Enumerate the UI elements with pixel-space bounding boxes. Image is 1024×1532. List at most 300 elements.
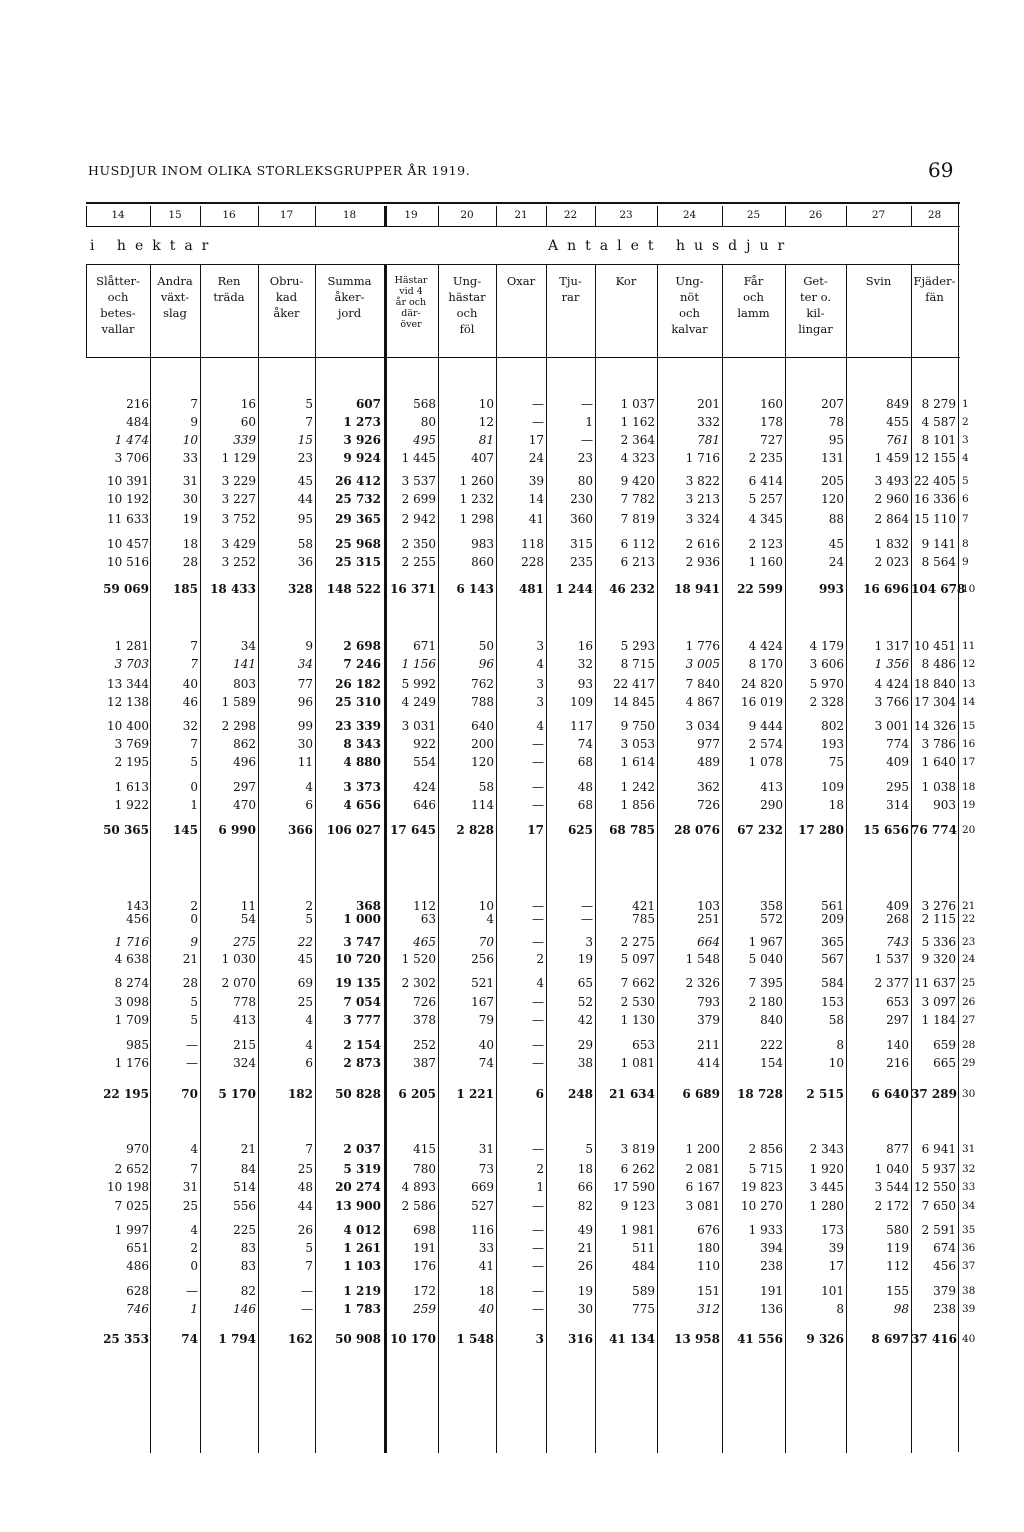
table-cell: 1 794 <box>218 1332 256 1346</box>
table-cell: 2 586 <box>401 1199 436 1213</box>
column-header: Ren träda <box>213 274 245 304</box>
column-number: 14 <box>111 209 125 221</box>
table-cell: 70 <box>478 935 494 949</box>
table-cell: 2 275 <box>620 935 655 949</box>
table-cell: 3 324 <box>685 512 720 526</box>
table-cell: 8 101 <box>921 433 956 447</box>
table-cell: 521 <box>471 976 494 990</box>
table-cell: 1 520 <box>401 952 436 966</box>
table-cell: 93 <box>577 677 593 691</box>
table-cell: 22 405 <box>914 474 956 488</box>
table-cell: 40 <box>478 1302 494 1316</box>
table-cell: 24 <box>828 555 844 569</box>
table-cell: 2 235 <box>748 451 783 465</box>
table-cell: — <box>532 899 544 913</box>
column-number: 19 <box>404 209 418 221</box>
table-cell: 13 958 <box>674 1332 720 1346</box>
table-cell: 4 323 <box>620 451 655 465</box>
row-number: 30 <box>962 1088 976 1100</box>
table-cell: 413 <box>760 780 783 794</box>
table-cell: 211 <box>697 1038 720 1052</box>
table-cell: 1 200 <box>685 1142 720 1156</box>
table-cell: 5 170 <box>218 1087 256 1101</box>
table-cell: 96 <box>478 657 494 671</box>
table-cell: 2 <box>190 899 198 913</box>
table-cell: 268 <box>886 912 909 926</box>
table-cell: 28 076 <box>674 823 720 837</box>
table-cell: 1 130 <box>620 1013 655 1027</box>
table-cell: 66 <box>577 1180 593 1194</box>
column-rule <box>785 358 786 1453</box>
table-cell: 1 922 <box>114 798 149 812</box>
table-cell: 414 <box>697 1056 720 1070</box>
table-cell: 1 176 <box>114 1056 149 1070</box>
table-cell: 2 574 <box>748 737 783 751</box>
column-rule <box>496 358 497 1453</box>
table-cell: 60 <box>240 415 256 429</box>
row-number: 13 <box>962 678 976 690</box>
table-cell: 3 822 <box>685 474 720 488</box>
table-cell: 7 782 <box>620 492 655 506</box>
table-cell: 82 <box>240 1284 256 1298</box>
table-cell: 572 <box>760 912 783 926</box>
column-header-row <box>86 265 960 358</box>
table-cell: — <box>532 1223 544 1237</box>
table-cell: 1 298 <box>459 512 494 526</box>
table-cell: 1 920 <box>809 1162 844 1176</box>
table-cell: 34 <box>297 657 313 671</box>
table-cell: 3 001 <box>874 719 909 733</box>
table-cell: 659 <box>933 1038 956 1052</box>
column-header: Fjäder- fän <box>913 274 956 304</box>
table-cell: 103 <box>697 899 720 913</box>
table-cell: 33 <box>182 451 198 465</box>
table-cell: 379 <box>933 1284 956 1298</box>
table-cell: 567 <box>821 952 844 966</box>
table-cell: 7 <box>305 1259 313 1273</box>
table-cell: 13 344 <box>107 677 149 691</box>
column-rule <box>438 358 439 1453</box>
table-cell: 1 081 <box>620 1056 655 1070</box>
table-cell: 21 <box>240 1142 256 1156</box>
group-label-animals: Antalet husdjur <box>548 238 794 254</box>
row-number: 17 <box>962 756 976 768</box>
table-cell: 15 110 <box>914 512 956 526</box>
table-cell: 1 129 <box>221 451 256 465</box>
table-cell: 3 493 <box>874 474 909 488</box>
table-cell: 256 <box>471 952 494 966</box>
column-header: Ung- hästar och föl <box>448 274 486 336</box>
table-cell: 2 298 <box>221 719 256 733</box>
table-cell: 31 <box>182 1180 198 1194</box>
table-cell: 140 <box>886 1038 909 1052</box>
table-cell: 2 081 <box>685 1162 720 1176</box>
table-top-rule <box>86 202 960 204</box>
table-cell: 1 716 <box>114 935 149 949</box>
column-rule <box>595 358 596 1453</box>
table-cell: 3 213 <box>685 492 720 506</box>
table-cell: 7 <box>305 415 313 429</box>
table-cell: 50 <box>478 639 494 653</box>
table-cell: 44 <box>297 492 313 506</box>
page-number: 69 <box>928 158 954 182</box>
table-cell: 19 823 <box>741 1180 783 1194</box>
table-cell: 8 486 <box>921 657 956 671</box>
table-cell: 73 <box>478 1162 494 1176</box>
table-cell: 664 <box>697 935 720 949</box>
table-cell: 1 997 <box>114 1223 149 1237</box>
table-cell: 2 037 <box>343 1142 381 1156</box>
table-cell: 640 <box>471 719 494 733</box>
table-cell: 14 326 <box>914 719 956 733</box>
column-rule <box>384 358 387 1453</box>
table-cell: — <box>532 755 544 769</box>
table-cell: — <box>532 1038 544 1052</box>
table-cell: 58 <box>478 780 494 794</box>
table-cell: 671 <box>413 639 436 653</box>
table-cell: 238 <box>760 1259 783 1273</box>
table-cell: 514 <box>233 1180 256 1194</box>
table-cell: 68 <box>577 798 593 812</box>
table-cell: 328 <box>287 582 313 596</box>
table-cell: 22 195 <box>103 1087 149 1101</box>
table-cell: 39 <box>528 474 544 488</box>
row-number: 23 <box>962 936 976 948</box>
table-cell: 9 326 <box>806 1332 844 1346</box>
table-cell: 3 098 <box>114 995 149 1009</box>
table-cell: 7 <box>190 639 198 653</box>
row-number: 33 <box>962 1181 976 1193</box>
table-cell: 109 <box>570 695 593 709</box>
table-cell: 49 <box>577 1223 593 1237</box>
table-cell: 2 123 <box>748 537 783 551</box>
table-cell: 2 942 <box>401 512 436 526</box>
table-cell: 3 031 <box>401 719 436 733</box>
table-cell: 40 <box>182 677 198 691</box>
table-cell: 7 <box>305 1142 313 1156</box>
table-cell: 484 <box>126 415 149 429</box>
column-number: 23 <box>619 209 633 221</box>
table-cell: 21 634 <box>609 1087 655 1101</box>
table-cell: 4 893 <box>401 1180 436 1194</box>
table-cell: — <box>532 737 544 751</box>
table-cell: 83 <box>240 1241 256 1255</box>
table-cell: 5 336 <box>921 935 956 949</box>
table-cell: 774 <box>886 737 909 751</box>
table-cell: 6 213 <box>620 555 655 569</box>
table-cell: 511 <box>632 1241 655 1255</box>
table-cell: 21 <box>182 952 198 966</box>
table-cell: 120 <box>471 755 494 769</box>
table-cell: 315 <box>570 537 593 551</box>
table-cell: 207 <box>821 397 844 411</box>
table-cell: 726 <box>413 995 436 1009</box>
table-cell: 1 856 <box>620 798 655 812</box>
table-cell: 3 <box>535 1332 544 1346</box>
table-cell: 465 <box>413 935 436 949</box>
table-cell: 2 616 <box>685 537 720 551</box>
table-cell: 2 960 <box>874 492 909 506</box>
table-cell: 10 <box>182 433 198 447</box>
table-cell: 1 832 <box>874 537 909 551</box>
row-number: 5 <box>962 475 969 487</box>
table-cell: 26 <box>577 1259 593 1273</box>
table-cell: 31 <box>182 474 198 488</box>
table-cell: 674 <box>933 1241 956 1255</box>
table-cell: 98 <box>893 1302 909 1316</box>
table-cell: 34 <box>240 639 256 653</box>
table-cell: 556 <box>233 1199 256 1213</box>
table-cell: 316 <box>567 1332 593 1346</box>
column-header: Summa åker- jord <box>327 274 372 320</box>
table-cell: 339 <box>233 433 256 447</box>
table-cell: 1 <box>536 1180 544 1194</box>
table-cell: 4 <box>536 719 544 733</box>
table-cell: 3 819 <box>620 1142 655 1156</box>
table-cell: 802 <box>821 719 844 733</box>
table-cell: 409 <box>886 755 909 769</box>
table-cell: 6 640 <box>871 1087 909 1101</box>
table-cell: 2 <box>536 1162 544 1176</box>
table-cell: 48 <box>577 780 593 794</box>
table-cell: 18 840 <box>914 677 956 691</box>
table-cell: 1 038 <box>921 780 956 794</box>
table-cell: 746 <box>126 1302 149 1316</box>
table-cell: 215 <box>233 1038 256 1052</box>
table-cell: 781 <box>697 433 720 447</box>
table-cell: 780 <box>413 1162 436 1176</box>
column-number-row <box>86 206 960 227</box>
table-cell: 424 <box>413 780 436 794</box>
column-number: 27 <box>871 209 886 221</box>
table-cell: 726 <box>697 798 720 812</box>
table-cell: 143 <box>126 899 149 913</box>
row-number: 24 <box>962 953 976 965</box>
table-cell: 50 908 <box>335 1332 381 1346</box>
table-cell: 106 027 <box>326 823 381 837</box>
table-cell: — <box>581 433 593 447</box>
table-cell: 15 <box>297 433 313 447</box>
table-cell: 5 937 <box>921 1162 956 1176</box>
table-cell: 625 <box>567 823 593 837</box>
table-cell: 80 <box>420 415 436 429</box>
column-rule <box>657 358 658 1453</box>
table-cell: 0 <box>190 912 198 926</box>
table-cell: 68 785 <box>609 823 655 837</box>
table-cell: 12 138 <box>107 695 149 709</box>
row-number: 40 <box>962 1333 976 1345</box>
table-cell: 19 <box>577 952 593 966</box>
table-cell: 3 786 <box>921 737 956 751</box>
table-cell: 1 614 <box>620 755 655 769</box>
table-cell: 413 <box>233 1013 256 1027</box>
table-cell: 607 <box>355 397 381 411</box>
table-cell: 67 232 <box>737 823 783 837</box>
table-cell: 778 <box>233 995 256 1009</box>
table-cell: 95 <box>297 512 313 526</box>
row-number: 25 <box>962 977 976 989</box>
table-cell: 110 <box>697 1259 720 1273</box>
table-cell: 95 <box>828 433 844 447</box>
table-cell: 7 025 <box>114 1199 149 1213</box>
table-cell: 7 <box>190 737 198 751</box>
table-cell: 312 <box>697 1302 720 1316</box>
row-number: 21 <box>962 900 976 912</box>
table-cell: 1 078 <box>748 755 783 769</box>
table-cell: 4 012 <box>343 1223 381 1237</box>
table-cell: 76 774 <box>911 823 957 837</box>
table-cell: 148 522 <box>326 582 381 596</box>
table-cell: 4 <box>305 1013 313 1027</box>
table-cell: 10 270 <box>741 1199 783 1213</box>
table-cell: 8 170 <box>748 657 783 671</box>
table-cell: 6 <box>305 798 313 812</box>
column-header: Andra växt- slag <box>157 274 193 320</box>
table-cell: 33 <box>478 1241 494 1255</box>
table-cell: 970 <box>126 1142 149 1156</box>
table-cell: 18 728 <box>737 1087 783 1101</box>
row-number: 18 <box>962 781 976 793</box>
table-cell: 554 <box>413 755 436 769</box>
table-cell: 1 474 <box>114 433 149 447</box>
table-cell: 46 <box>182 695 198 709</box>
table-cell: 112 <box>413 899 436 913</box>
table-cell: 117 <box>570 719 593 733</box>
column-header: Get- ter o. kil- lingar <box>798 274 833 336</box>
table-cell: 84 <box>240 1162 256 1176</box>
table-cell: 456 <box>933 1259 956 1273</box>
table-cell: 18 <box>828 798 844 812</box>
row-number: 16 <box>962 738 976 750</box>
table-cell: 4 <box>190 1142 198 1156</box>
table-cell: 16 371 <box>390 582 436 596</box>
table-cell: 360 <box>570 512 593 526</box>
table-cell: 4 638 <box>114 952 149 966</box>
table-cell: 10 170 <box>390 1332 436 1346</box>
table-cell: 65 <box>577 976 593 990</box>
table-cell: 1 280 <box>809 1199 844 1213</box>
table-cell: 59 069 <box>103 582 149 596</box>
table-cell: 74 <box>181 1332 198 1346</box>
table-cell: 248 <box>567 1087 593 1101</box>
column-number: 15 <box>168 209 182 221</box>
table-right-rule <box>958 202 959 1452</box>
table-cell: 676 <box>697 1223 720 1237</box>
table-cell: — <box>532 780 544 794</box>
table-cell: 3 752 <box>221 512 256 526</box>
table-cell: 409 <box>886 899 909 913</box>
table-cell: 23 339 <box>335 719 381 733</box>
table-cell: 7 246 <box>343 657 381 671</box>
table-cell: 368 <box>355 899 381 913</box>
row-number: 7 <box>962 513 969 525</box>
table-cell: 38 <box>577 1056 593 1070</box>
table-cell: 25 <box>182 1199 198 1213</box>
table-cell: 1 <box>190 798 198 812</box>
table-cell: 4 345 <box>748 512 783 526</box>
table-cell: 70 <box>181 1087 198 1101</box>
table-cell: 3 606 <box>809 657 844 671</box>
row-number: 6 <box>962 493 969 505</box>
table-cell: 2 328 <box>809 695 844 709</box>
table-cell: 145 <box>172 823 198 837</box>
table-cell: 9 141 <box>921 537 956 551</box>
row-number: 39 <box>962 1303 976 1315</box>
table-cell: 4 424 <box>748 639 783 653</box>
table-cell: 6 262 <box>620 1162 655 1176</box>
table-cell: 22 <box>297 935 313 949</box>
table-cell: 136 <box>760 1302 783 1316</box>
table-cell: 1 967 <box>748 935 783 949</box>
table-cell: 4 <box>305 1038 313 1052</box>
table-cell: — <box>532 397 544 411</box>
table-cell: 358 <box>760 899 783 913</box>
table-cell: 1 589 <box>221 695 256 709</box>
table-cell: 118 <box>521 537 544 551</box>
table-cell: 362 <box>697 780 720 794</box>
table-cell: 45 <box>828 537 844 551</box>
table-cell: 19 135 <box>335 976 381 990</box>
table-cell: — <box>186 1056 198 1070</box>
column-header: Kor <box>615 274 637 288</box>
table-cell: 455 <box>886 415 909 429</box>
table-cell: 4 179 <box>809 639 844 653</box>
table-cell: 1 030 <box>221 952 256 966</box>
table-cell: 3 034 <box>685 719 720 733</box>
table-cell: 295 <box>886 780 909 794</box>
table-cell: 222 <box>760 1038 783 1052</box>
table-cell: 1 613 <box>114 780 149 794</box>
table-cell: 8 715 <box>620 657 655 671</box>
table-cell: 151 <box>697 1284 720 1298</box>
table-cell: 8 564 <box>921 555 956 569</box>
column-header: Obru- kad åker <box>269 274 304 320</box>
table-cell: 16 <box>577 639 593 653</box>
table-cell: 1 260 <box>459 474 494 488</box>
page-title: HUSDJUR INOM OLIKA STORLEKSGRUPPER ÅR 1919. <box>88 163 471 178</box>
column-number: 16 <box>222 209 236 221</box>
table-cell: 69 <box>297 976 313 990</box>
table-cell: 4 <box>486 912 494 926</box>
row-number: 28 <box>962 1039 976 1051</box>
table-cell: 378 <box>413 1013 436 1027</box>
column-rule <box>546 358 547 1453</box>
table-cell: 3 544 <box>874 1180 909 1194</box>
column-rule <box>722 358 723 1453</box>
row-number: 15 <box>962 720 976 732</box>
table-cell: 18 <box>478 1284 494 1298</box>
table-cell: 394 <box>760 1241 783 1255</box>
column-number: 21 <box>514 209 528 221</box>
table-cell: 10 <box>478 899 494 913</box>
table-cell: 407 <box>471 451 494 465</box>
table-cell: 5 715 <box>748 1162 783 1176</box>
table-cell: 14 845 <box>613 695 655 709</box>
table-cell: 25 <box>297 995 313 1009</box>
table-cell: 216 <box>886 1056 909 1070</box>
column-header: Oxar <box>506 274 536 288</box>
column-header: Får och lamm <box>737 274 770 320</box>
table-cell: 16 336 <box>914 492 956 506</box>
table-cell: 29 <box>577 1038 593 1052</box>
table-cell: — <box>581 397 593 411</box>
table-cell: 19 <box>577 1284 593 1298</box>
table-cell: 0 <box>190 780 198 794</box>
table-cell: 1 037 <box>620 397 655 411</box>
table-cell: 7 650 <box>921 1199 956 1213</box>
table-cell: 6 <box>305 1056 313 1070</box>
table-cell: 6 167 <box>685 1180 720 1194</box>
